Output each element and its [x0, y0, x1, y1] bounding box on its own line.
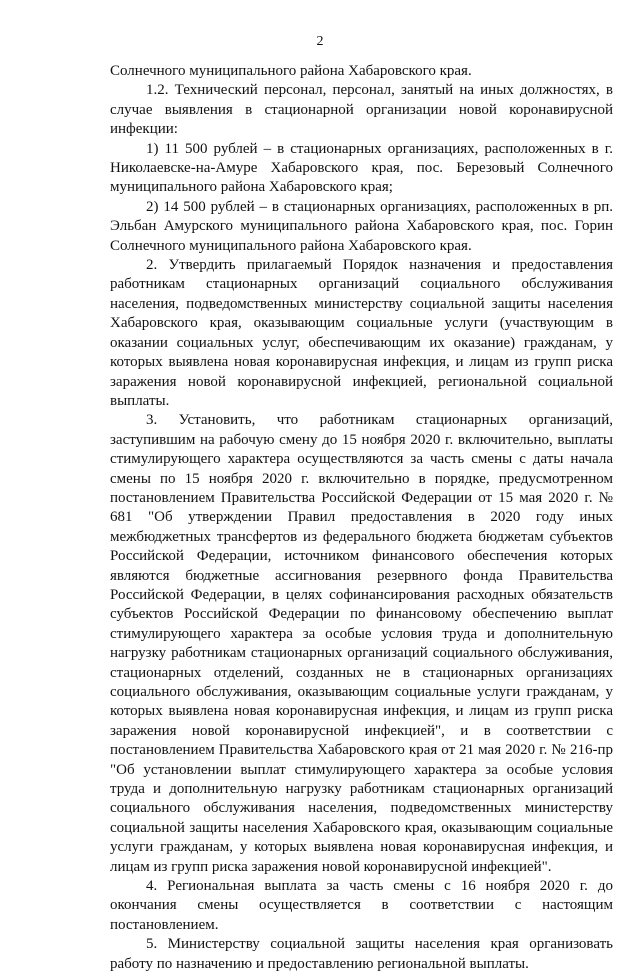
paragraph-1-2-technical-staff: 1.2. Технический персонал, персонал, занятый на иных должностях, в случае выявления в стационарной организации новой коронавирусной инфекции:	[110, 82, 613, 138]
paragraph-continuation: Солнечного муниципального района Хабаровского края.	[110, 63, 472, 79]
paragraph-5-ministry-organize: 5. Министерству социальной защиты населения края организовать работу по назначению и предоставлению региональной выплаты.	[110, 936, 613, 972]
paragraph-3-stimulating-payments: 3. Установить, что работникам стационарных организаций, заступившим на рабочую смену до 15 ноября 2020 г. включительно, выплаты стимулирующего характера осуществляются за часть смены с даты начала смены по 15 ноября 2020 г. включительно в порядке, предусмотренном постановлением Правительства Российской Федерации от 15 мая 2020 г. № 681 "Об утверждении Правил предоставления в 2020 году иных межбюджетных трансфертов из федерального бюджета бюджетам субъектов Российской Федерации, источником финансового обеспечения которых являются бюджетные ассигнования резервного фонда Правительства Российской Федерации, в целях софинансирования расходных обязательств субъектов Российской Федерации по финансовому обеспечению выплат стимулирующего характера за особые условия труда и дополнительную нагрузку работникам стационарных организаций социального обслуживания, стационарных отделений, созданных не в стационарных организациях социального обслуживания, оказывающим социальные услуги гражданам, у которых выявлена новая коронавирусная инфекция, и лицам из групп риска заражения новой коронавирусной инфекцией", и в соответствии с постановлением Правительства Хабаровского края от 21 мая 2020 г. № 216-пр "Об установлении выплат стимулирующего характера за особые условия труда и дополнительную нагрузку работникам стационарных организаций социального обслуживания населения, подведомственных министерству социальной защиты населения Хабаровского края, оказывающим социальные услуги гражданам, у которых выявлена новая коронавирусная инфекция, и лицам из групп риска заражения новой коронавирусной инфекцией".	[110, 412, 613, 875]
paragraph-amount-14500: 2) 14 500 рублей – в стационарных организациях, расположенных в рп. Эльбан Амурского муниципального района Хабаровского края, пос. Горин Солнечного муниципального района Хабаровского края.	[110, 198, 613, 254]
document-body	[110, 62, 613, 974]
paragraph-2-approve-procedure: 2. Утвердить прилагаемый Порядок назначения и предоставления работникам стационарных организаций социального обслуживания населения, подведомственных министерству социальной защиты населения Хабаровского края, оказывающим социальные услуги (участвующим в оказании социальных услуг, обеспечивающим их оказание) гражданам, у которых выявлена новая коронавирусная инфекция, и лицам из групп риска заражения новой коронавирусной инфекцией, региональной социальной выплаты.	[110, 257, 613, 409]
paragraph-amount-11500: 1) 11 500 рублей – в стационарных организациях, расположенных в г. Николаевске-на-Амуре Хабаровского края, пос. Березовый Солнечного муниципального района Хабаровского края;	[110, 140, 613, 196]
page-number: 2	[316, 34, 324, 49]
paragraph-4-regional-payment: 4. Региональная выплата за часть смены с 16 ноября 2020 г. до окончания смены осуществляется в соответствии с настоящим постановлением.	[110, 878, 613, 933]
